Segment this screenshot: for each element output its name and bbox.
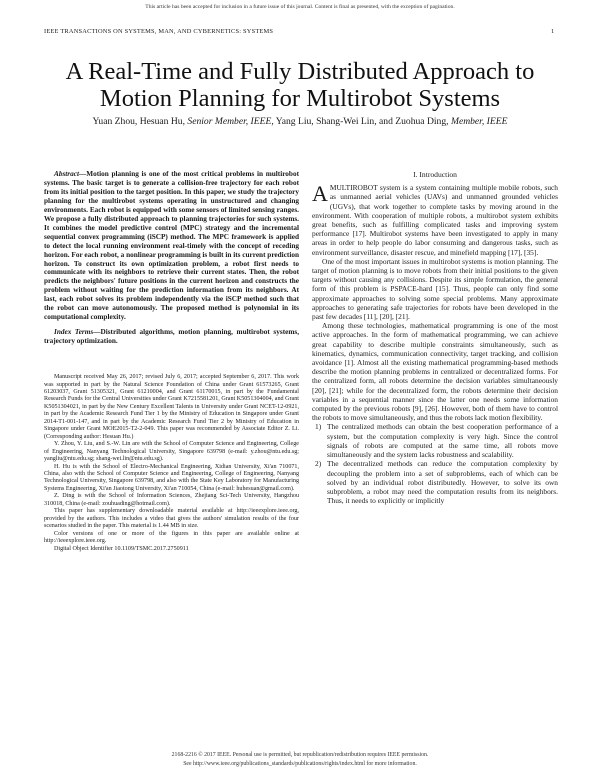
abstract-text: Motion planning is one of the most critical problems in multirobot systems. The basic target is to generate a collision-free trajectory for each robot from its initial position to the target position. In this paper, we study the trajectory planning for the multirobot systems operating in unstructured and changing environments. Each robot is equipped with some sensors of limited sensing ranges. We propose a fully distributed approach to planning trajectories for such systems. It combines the model predictive control (MPC) strategy and the incremental sequential convex programming (iSCP) method. The MPC framework is applied to detect the local running environment real-timely with the concept of receding horizon. For each robot, a nonlinear programming is built in its current prediction horizon. To construct its own optimization problem, a robot first needs to communicate with its neighbors to retrieve their current states. Then, the robot predicts the neighbors' future positions in the current horizon and constructs the problem without waiting for the prediction information from its neighbors. At last, each robot solves its problem independently via the iSCP method such that the robot can move autonomously. The proposed method is polynomial in its computational complexity. (44, 170, 299, 322)
left-column (44, 170, 299, 553)
footnote-doi: Digital Object Identifier 10.1109/TSMC.2017.2750911 (54, 545, 189, 552)
list-item-text: The decentralized methods can reduce the computation complexity by decoupling the problem into a set of subproblems, each of which can be solved by an individual robot distributedly. However, to solve its own subproblem, a robot may need the computation results from its neighbors. Thus, it needs to explicitly or implicitly (327, 459, 558, 506)
footnote-affiliation-3: Z. Ding is with the School of Information Sciences, Zhejiang Sci-Tech University, Hangzhou 310018, China (e-mail: zouhuading@hotmail.com). (44, 493, 299, 507)
drop-cap: A (312, 181, 328, 207)
abstract (44, 170, 299, 322)
index-terms (44, 328, 299, 346)
intro-paragraph-1-text: system is a system containing multiple mobile robots, such as unmanned aerial vehicles (UAVs) and unmanned grounded vehicles (UGVs), that work together to complete tasks by moving around in the environment. With cooperation of multiple robots, a multirobot system exhibits great benefits, such as fulfilling complicated tasks and improving system performance [17]. Multirobot systems have been investigated to apply in many areas in order to help people do labor consuming and dangerous tasks, such as environment surveillance, disaster rescue, and minefield mapping [17], [35]. (312, 183, 558, 257)
intro-paragraph-1 (312, 183, 558, 257)
list-item-number: 1) (315, 422, 322, 432)
right-column (312, 170, 558, 505)
page-number: 1 (551, 28, 555, 35)
copyright-line: 2168-2216 © 2017 IEEE. Personal use is permitted, but republication/redistribution requires IEEE permission. (171, 752, 429, 758)
membership-grade: Member, IEEE (450, 116, 508, 127)
index-terms-label: Index Terms— (54, 328, 101, 337)
footnote-supplementary: This paper has supplementary downloadable material available at http://ieeexplore.ieee.org, provided by the authors. This includes a video that gives the authors' simulation results of the four scenarios studied in the paper. This material is 1.44 MB in size. (44, 508, 299, 530)
author-list: Yuan Zhou, Hesuan Hu, Senior Member, IEEE, Yang Liu, Shang-Wei Lin, and Zuohua Ding, Member, IEEE (92, 116, 508, 127)
intro-paragraph-2: One of the most important issues in multirobot systems is motion planning. The target of motion planning is to move robots from their initial positions to the given targets without causing any collisions. Despite its simple formulation, the general form of this problem is PSPACE-hard [15]. Thus, people can only find some approximate approaches to solving some special problems. Many approximate approaches to generating safe trajectories for robots have been developed in the past few decades [11], [20], [21]. (312, 256, 558, 322)
abstract-label: Abstract— (54, 170, 87, 178)
list-item-text: The centralized methods can obtain the best cooperation performance of a system, but the computation complexity is very high. Since the control signals of robots are computed at the same time, all robots move simultaneously and the system lacks robustness and scalability. (327, 422, 558, 460)
paper-title: A Real-Time and Fully Distributed Approach to Motion Planning for Multirobot Systems (65, 58, 535, 112)
acceptance-notice: This article has been accepted for inclusion in a future issue of this journal. Content is final as presented, with the exception of pagination. (145, 4, 455, 10)
list-item-number: 2) (315, 459, 322, 469)
footnote-affiliation-2: H. Hu is with the School of Electro-Mechanical Engineering, Xidian University, Xi'an 710071, China, also with the School of Computer Science and Engineering, College of Engineering, Nanyang Technological University, Singapore 639798, and also with the State Key Laboratory for Manufacturing Systems Engineering, Xi'an Jiaotong University, Xi'an 710054, China (e-mail: huhesuan@gmail.com). (44, 463, 299, 492)
footnote-color: Color versions of one or more of the figures in this paper are available online at http://ieeexplore.ieee.org. (44, 530, 299, 545)
section-heading: I. Introduction (413, 170, 457, 179)
list-item (312, 459, 558, 505)
footnote-affiliation-1: Y. Zhou, Y. Liu, and S.-W. Lin are with the School of Computer Science and Engineering, College of Engineering, Nanyang Technological University, Singapore 639798 (e-mail: y.zhou@ntu.edu.sg; yangliu@ntu.edu.sg; shang-wei.lin@ntu.edu.sg). (44, 441, 299, 463)
rights-link-line: See http://www.ieee.org/publications_standards/publications/rights/index.html for more information. (183, 761, 417, 767)
footnote-manuscript: Manuscript received May 26, 2017; revised July 6, 2017; accepted September 6, 2017. This work was supported in part by the Natural Science Foundation of China under Grant 61573265, Grant 61203037, Grant 51305321, Grant 61210004, and Grant 61170015, in part by the Fundamental Research Funds for the Central Universities under Grant K7215581201, Grant K5051304004, and Grant K5051304021, in part by the New Century Excellent Talents in University under Grant NCET-12-0921, in part by the Academic Research Fund Tier 1 by the Ministry of Education in Singapore under Grant 2014-T1-001-147, and in part by the Academic Research Fund Tier 2 by Ministry of Education in Singapore under Grant MOE2015-T2-2-049. This paper was recommended by Associate Editor Z. Li. (Corresponding author: Hesuan Hu.) (44, 374, 299, 440)
index-terms-text: Distributed algorithms, motion planning, multirobot systems, trajectory optimization. (44, 328, 300, 346)
list-item (312, 422, 558, 459)
membership-grade: Senior Member, IEEE (187, 116, 272, 127)
footnotes (44, 374, 299, 553)
journal-name: IEEE TRANSACTIONS ON SYSTEMS, MAN, AND CYBERNETICS: SYSTEMS (44, 28, 274, 35)
intro-first-word: MULTIROBOT (329, 183, 378, 193)
intro-paragraph-3: Among these technologies, mathematical programming is one of the most active approaches. In the form of mathematical programming, we can achieve great capability to describe multiple constraints simultaneously, such as kinematics, dynamics, communication connectivity, target tracking, and collision avoidance [1]. Almost all the existing mathematical programming-based methods describe the motion planning problems in centralized or decentralized forms. For the centralized form, all robots determine the decision variables simultaneously [20], [21]; while for the decentralized form, the robots determine their decision variables in a sequential manner since the latter one needs some information computed by the previous robots [9], [26]. However, both of them have to control the robots to move simultaneously, and thus the robots lack motion flexibility. (312, 321, 558, 423)
